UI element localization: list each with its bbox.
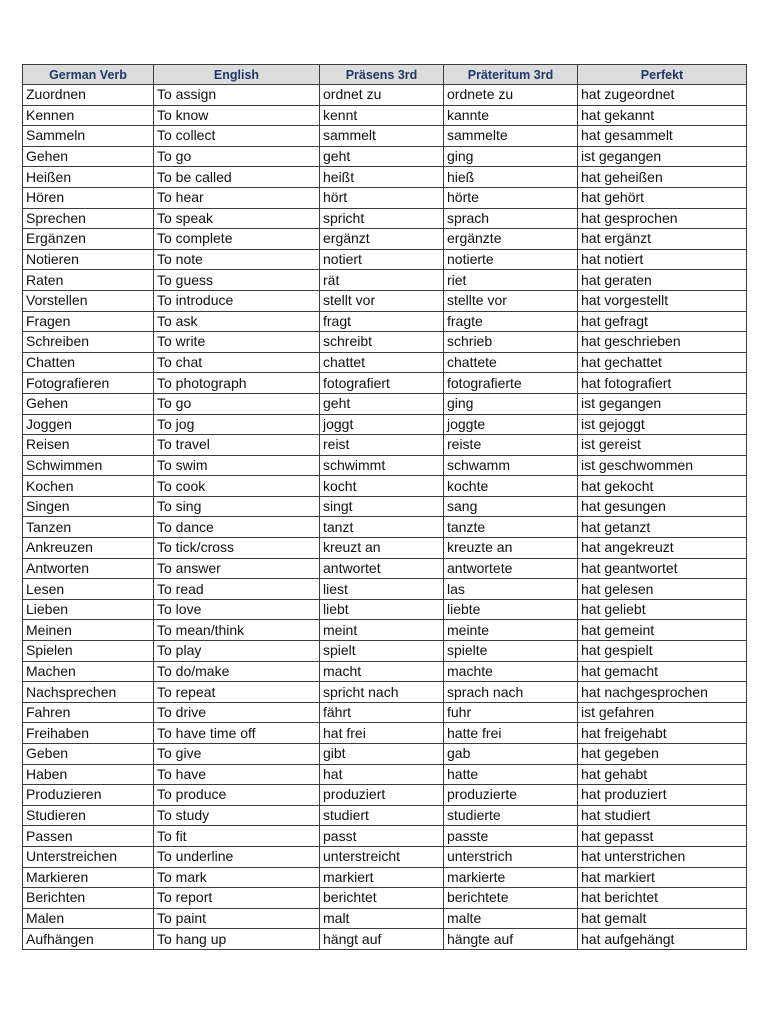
table-row bbox=[23, 785, 747, 806]
cell-praesens: rät bbox=[320, 270, 444, 291]
cell-praesens: hat frei bbox=[320, 723, 444, 744]
cell-praeteritum: berichtete bbox=[444, 888, 578, 909]
cell-praeteritum: kochte bbox=[444, 476, 578, 497]
cell-german-verb: Sprechen bbox=[23, 208, 154, 229]
cell-english: To guess bbox=[154, 270, 320, 291]
cell-german-verb: Fotografieren bbox=[23, 373, 154, 394]
cell-english: To ask bbox=[154, 311, 320, 332]
cell-perfekt: hat notiert bbox=[578, 249, 747, 270]
cell-german-verb: Lesen bbox=[23, 579, 154, 600]
table-row bbox=[23, 805, 747, 826]
cell-praesens: spielt bbox=[320, 641, 444, 662]
cell-german-verb: Passen bbox=[23, 826, 154, 847]
cell-praesens: produziert bbox=[320, 785, 444, 806]
cell-english: To note bbox=[154, 249, 320, 270]
cell-perfekt: hat vorgestellt bbox=[578, 290, 747, 311]
cell-german-verb: Kennen bbox=[23, 105, 154, 126]
cell-perfekt: hat gesungen bbox=[578, 496, 747, 517]
cell-german-verb: Notieren bbox=[23, 249, 154, 270]
cell-german-verb: Produzieren bbox=[23, 785, 154, 806]
cell-praeteritum: ergänzte bbox=[444, 229, 578, 250]
cell-english: To hang up bbox=[154, 929, 320, 950]
cell-german-verb: Nachsprechen bbox=[23, 682, 154, 703]
cell-perfekt: hat gegeben bbox=[578, 744, 747, 765]
cell-perfekt: hat gemalt bbox=[578, 908, 747, 929]
table-row bbox=[23, 620, 747, 641]
table-row bbox=[23, 929, 747, 950]
cell-english: To read bbox=[154, 579, 320, 600]
cell-german-verb: Unterstreichen bbox=[23, 846, 154, 867]
cell-english: To photograph bbox=[154, 373, 320, 394]
cell-praesens: reist bbox=[320, 435, 444, 456]
cell-english: To play bbox=[154, 641, 320, 662]
cell-perfekt: hat gesammelt bbox=[578, 126, 747, 147]
cell-english: To travel bbox=[154, 435, 320, 456]
cell-perfekt: hat geantwortet bbox=[578, 558, 747, 579]
cell-praeteritum: notierte bbox=[444, 249, 578, 270]
cell-praesens: macht bbox=[320, 661, 444, 682]
cell-praeteritum: kreuzte an bbox=[444, 538, 578, 559]
cell-german-verb: Schreiben bbox=[23, 332, 154, 353]
cell-german-verb: Ergänzen bbox=[23, 229, 154, 250]
cell-perfekt: hat geraten bbox=[578, 270, 747, 291]
cell-english: To go bbox=[154, 393, 320, 414]
cell-praeteritum: unterstrich bbox=[444, 846, 578, 867]
cell-praeteritum: gab bbox=[444, 744, 578, 765]
cell-praesens: tanzt bbox=[320, 517, 444, 538]
cell-english: To fit bbox=[154, 826, 320, 847]
cell-praeteritum: liebte bbox=[444, 599, 578, 620]
cell-english: To collect bbox=[154, 126, 320, 147]
table-row bbox=[23, 579, 747, 600]
table-row bbox=[23, 744, 747, 765]
table-row bbox=[23, 270, 747, 291]
cell-praeteritum: stellte vor bbox=[444, 290, 578, 311]
cell-perfekt: hat gemacht bbox=[578, 661, 747, 682]
table-row bbox=[23, 332, 747, 353]
column-header-perfekt: Perfekt bbox=[578, 65, 747, 85]
cell-german-verb: Meinen bbox=[23, 620, 154, 641]
table-header-row bbox=[23, 65, 747, 85]
table-row bbox=[23, 702, 747, 723]
table-row bbox=[23, 126, 747, 147]
cell-praesens: hat bbox=[320, 764, 444, 785]
table-row bbox=[23, 249, 747, 270]
cell-praeteritum: ordnete zu bbox=[444, 85, 578, 106]
table-row bbox=[23, 723, 747, 744]
cell-german-verb: Kochen bbox=[23, 476, 154, 497]
cell-perfekt: hat aufgehängt bbox=[578, 929, 747, 950]
cell-praeteritum: hieß bbox=[444, 167, 578, 188]
table-row bbox=[23, 558, 747, 579]
cell-english: To tick/cross bbox=[154, 538, 320, 559]
cell-praeteritum: antwortete bbox=[444, 558, 578, 579]
cell-perfekt: hat ergänzt bbox=[578, 229, 747, 250]
cell-perfekt: ist gefahren bbox=[578, 702, 747, 723]
cell-english: To chat bbox=[154, 352, 320, 373]
cell-english: To paint bbox=[154, 908, 320, 929]
cell-english: To know bbox=[154, 105, 320, 126]
cell-praeteritum: meinte bbox=[444, 620, 578, 641]
cell-perfekt: hat geliebt bbox=[578, 599, 747, 620]
cell-english: To report bbox=[154, 888, 320, 909]
column-header-praeteritum: Präteritum 3rd bbox=[444, 65, 578, 85]
cell-english: To mark bbox=[154, 867, 320, 888]
cell-perfekt: hat getanzt bbox=[578, 517, 747, 538]
cell-english: To underline bbox=[154, 846, 320, 867]
cell-german-verb: Lieben bbox=[23, 599, 154, 620]
cell-praesens: hört bbox=[320, 187, 444, 208]
cell-praesens: ordnet zu bbox=[320, 85, 444, 106]
cell-german-verb: Antworten bbox=[23, 558, 154, 579]
cell-praesens: sammelt bbox=[320, 126, 444, 147]
table-row bbox=[23, 641, 747, 662]
cell-english: To cook bbox=[154, 476, 320, 497]
cell-german-verb: Malen bbox=[23, 908, 154, 929]
table-row bbox=[23, 888, 747, 909]
cell-praesens: passt bbox=[320, 826, 444, 847]
cell-german-verb: Studieren bbox=[23, 805, 154, 826]
table-row bbox=[23, 373, 747, 394]
column-header-german-verb: German Verb bbox=[23, 65, 154, 85]
cell-german-verb: Gehen bbox=[23, 146, 154, 167]
cell-perfekt: hat berichtet bbox=[578, 888, 747, 909]
table-row bbox=[23, 496, 747, 517]
cell-german-verb: Berichten bbox=[23, 888, 154, 909]
cell-english: To give bbox=[154, 744, 320, 765]
cell-praeteritum: riet bbox=[444, 270, 578, 291]
table-row bbox=[23, 85, 747, 106]
cell-praeteritum: fotografierte bbox=[444, 373, 578, 394]
cell-perfekt: hat fotografiert bbox=[578, 373, 747, 394]
cell-praesens: singt bbox=[320, 496, 444, 517]
cell-praeteritum: sammelte bbox=[444, 126, 578, 147]
cell-praesens: notiert bbox=[320, 249, 444, 270]
cell-praesens: heißt bbox=[320, 167, 444, 188]
cell-german-verb: Fragen bbox=[23, 311, 154, 332]
cell-perfekt: hat gefragt bbox=[578, 311, 747, 332]
cell-praeteritum: produzierte bbox=[444, 785, 578, 806]
table-row bbox=[23, 105, 747, 126]
cell-english: To repeat bbox=[154, 682, 320, 703]
cell-german-verb: Gehen bbox=[23, 393, 154, 414]
cell-praesens: ergänzt bbox=[320, 229, 444, 250]
cell-praesens: geht bbox=[320, 393, 444, 414]
cell-praeteritum: las bbox=[444, 579, 578, 600]
cell-praeteritum: schrieb bbox=[444, 332, 578, 353]
cell-perfekt: hat geschrieben bbox=[578, 332, 747, 353]
cell-english: To go bbox=[154, 146, 320, 167]
cell-praeteritum: sang bbox=[444, 496, 578, 517]
cell-german-verb: Zuordnen bbox=[23, 85, 154, 106]
cell-german-verb: Markieren bbox=[23, 867, 154, 888]
cell-praeteritum: hatte bbox=[444, 764, 578, 785]
cell-english: To mean/think bbox=[154, 620, 320, 641]
table-row bbox=[23, 167, 747, 188]
table-row bbox=[23, 538, 747, 559]
cell-praeteritum: sprach nach bbox=[444, 682, 578, 703]
cell-praeteritum: hängte auf bbox=[444, 929, 578, 950]
cell-praeteritum: ging bbox=[444, 393, 578, 414]
cell-praesens: fragt bbox=[320, 311, 444, 332]
cell-praeteritum: kannte bbox=[444, 105, 578, 126]
cell-german-verb: Sammeln bbox=[23, 126, 154, 147]
cell-praeteritum: passte bbox=[444, 826, 578, 847]
cell-perfekt: hat gelesen bbox=[578, 579, 747, 600]
cell-german-verb: Heißen bbox=[23, 167, 154, 188]
table-row bbox=[23, 867, 747, 888]
cell-praeteritum: hörte bbox=[444, 187, 578, 208]
cell-perfekt: hat freigehabt bbox=[578, 723, 747, 744]
cell-english: To speak bbox=[154, 208, 320, 229]
cell-german-verb: Raten bbox=[23, 270, 154, 291]
cell-perfekt: ist geschwommen bbox=[578, 455, 747, 476]
cell-english: To write bbox=[154, 332, 320, 353]
cell-german-verb: Haben bbox=[23, 764, 154, 785]
cell-praesens: kennt bbox=[320, 105, 444, 126]
table-row bbox=[23, 517, 747, 538]
cell-german-verb: Chatten bbox=[23, 352, 154, 373]
cell-praesens: gibt bbox=[320, 744, 444, 765]
column-header-english: English bbox=[154, 65, 320, 85]
cell-praeteritum: tanzte bbox=[444, 517, 578, 538]
cell-english: To jog bbox=[154, 414, 320, 435]
cell-praesens: fährt bbox=[320, 702, 444, 723]
cell-perfekt: hat gespielt bbox=[578, 641, 747, 662]
cell-perfekt: hat gekannt bbox=[578, 105, 747, 126]
cell-perfekt: hat gesprochen bbox=[578, 208, 747, 229]
cell-german-verb: Machen bbox=[23, 661, 154, 682]
cell-perfekt: hat produziert bbox=[578, 785, 747, 806]
cell-english: To complete bbox=[154, 229, 320, 250]
verb-table bbox=[22, 64, 747, 950]
cell-german-verb: Singen bbox=[23, 496, 154, 517]
table-row bbox=[23, 435, 747, 456]
cell-perfekt: ist gereist bbox=[578, 435, 747, 456]
cell-praesens: malt bbox=[320, 908, 444, 929]
cell-praeteritum: reiste bbox=[444, 435, 578, 456]
cell-praesens: chattet bbox=[320, 352, 444, 373]
cell-german-verb: Vorstellen bbox=[23, 290, 154, 311]
cell-praeteritum: studierte bbox=[444, 805, 578, 826]
table-row bbox=[23, 393, 747, 414]
cell-english: To be called bbox=[154, 167, 320, 188]
cell-perfekt: ist gejoggt bbox=[578, 414, 747, 435]
cell-english: To have time off bbox=[154, 723, 320, 744]
cell-german-verb: Tanzen bbox=[23, 517, 154, 538]
cell-german-verb: Joggen bbox=[23, 414, 154, 435]
cell-praeteritum: hatte frei bbox=[444, 723, 578, 744]
table-row bbox=[23, 187, 747, 208]
cell-praesens: joggt bbox=[320, 414, 444, 435]
cell-english: To do/make bbox=[154, 661, 320, 682]
cell-praeteritum: chattete bbox=[444, 352, 578, 373]
cell-praesens: hängt auf bbox=[320, 929, 444, 950]
cell-praesens: antwortet bbox=[320, 558, 444, 579]
cell-praesens: meint bbox=[320, 620, 444, 641]
table-row bbox=[23, 908, 747, 929]
cell-german-verb: Schwimmen bbox=[23, 455, 154, 476]
cell-german-verb: Reisen bbox=[23, 435, 154, 456]
table-row bbox=[23, 846, 747, 867]
table-row bbox=[23, 682, 747, 703]
cell-praeteritum: sprach bbox=[444, 208, 578, 229]
cell-perfekt: ist gegangen bbox=[578, 146, 747, 167]
cell-praesens: unterstreicht bbox=[320, 846, 444, 867]
cell-perfekt: hat gepasst bbox=[578, 826, 747, 847]
table-row bbox=[23, 352, 747, 373]
cell-english: To answer bbox=[154, 558, 320, 579]
cell-english: To produce bbox=[154, 785, 320, 806]
cell-english: To assign bbox=[154, 85, 320, 106]
cell-perfekt: hat geheißen bbox=[578, 167, 747, 188]
cell-praesens: spricht nach bbox=[320, 682, 444, 703]
cell-praesens: schwimmt bbox=[320, 455, 444, 476]
cell-praeteritum: ging bbox=[444, 146, 578, 167]
cell-praesens: stellt vor bbox=[320, 290, 444, 311]
table-row bbox=[23, 764, 747, 785]
cell-perfekt: hat gemeint bbox=[578, 620, 747, 641]
cell-german-verb: Freihaben bbox=[23, 723, 154, 744]
cell-perfekt: hat studiert bbox=[578, 805, 747, 826]
cell-praesens: geht bbox=[320, 146, 444, 167]
cell-german-verb: Aufhängen bbox=[23, 929, 154, 950]
table-row bbox=[23, 208, 747, 229]
cell-english: To drive bbox=[154, 702, 320, 723]
cell-german-verb: Fahren bbox=[23, 702, 154, 723]
cell-english: To hear bbox=[154, 187, 320, 208]
table-row bbox=[23, 661, 747, 682]
cell-perfekt: hat gehört bbox=[578, 187, 747, 208]
table-row bbox=[23, 414, 747, 435]
cell-german-verb: Hören bbox=[23, 187, 154, 208]
cell-praeteritum: schwamm bbox=[444, 455, 578, 476]
column-header-praesens: Präsens 3rd bbox=[320, 65, 444, 85]
cell-praeteritum: malte bbox=[444, 908, 578, 929]
cell-perfekt: ist gegangen bbox=[578, 393, 747, 414]
cell-praeteritum: machte bbox=[444, 661, 578, 682]
cell-perfekt: hat gekocht bbox=[578, 476, 747, 497]
cell-praeteritum: joggte bbox=[444, 414, 578, 435]
table-row bbox=[23, 290, 747, 311]
cell-praesens: studiert bbox=[320, 805, 444, 826]
table-row bbox=[23, 311, 747, 332]
cell-praesens: schreibt bbox=[320, 332, 444, 353]
table-row bbox=[23, 599, 747, 620]
cell-praesens: spricht bbox=[320, 208, 444, 229]
table-row bbox=[23, 229, 747, 250]
cell-praesens: fotografiert bbox=[320, 373, 444, 394]
table-row bbox=[23, 146, 747, 167]
cell-german-verb: Geben bbox=[23, 744, 154, 765]
cell-praeteritum: fragte bbox=[444, 311, 578, 332]
cell-english: To introduce bbox=[154, 290, 320, 311]
cell-perfekt: hat nachgesprochen bbox=[578, 682, 747, 703]
table-body bbox=[23, 85, 747, 950]
cell-perfekt: hat gehabt bbox=[578, 764, 747, 785]
table-row bbox=[23, 476, 747, 497]
cell-english: To study bbox=[154, 805, 320, 826]
cell-praesens: liebt bbox=[320, 599, 444, 620]
cell-praeteritum: fuhr bbox=[444, 702, 578, 723]
cell-perfekt: hat gechattet bbox=[578, 352, 747, 373]
document-page bbox=[22, 64, 746, 950]
cell-english: To swim bbox=[154, 455, 320, 476]
cell-perfekt: hat markiert bbox=[578, 867, 747, 888]
cell-english: To sing bbox=[154, 496, 320, 517]
cell-perfekt: hat angekreuzt bbox=[578, 538, 747, 559]
cell-perfekt: hat unterstrichen bbox=[578, 846, 747, 867]
cell-english: To have bbox=[154, 764, 320, 785]
cell-praeteritum: markierte bbox=[444, 867, 578, 888]
cell-praesens: kreuzt an bbox=[320, 538, 444, 559]
cell-praeteritum: spielte bbox=[444, 641, 578, 662]
cell-praesens: liest bbox=[320, 579, 444, 600]
table-row bbox=[23, 826, 747, 847]
cell-english: To dance bbox=[154, 517, 320, 538]
cell-german-verb: Spielen bbox=[23, 641, 154, 662]
cell-perfekt: hat zugeordnet bbox=[578, 85, 747, 106]
cell-german-verb: Ankreuzen bbox=[23, 538, 154, 559]
cell-english: To love bbox=[154, 599, 320, 620]
cell-praesens: markiert bbox=[320, 867, 444, 888]
cell-praesens: berichtet bbox=[320, 888, 444, 909]
cell-praesens: kocht bbox=[320, 476, 444, 497]
table-row bbox=[23, 455, 747, 476]
